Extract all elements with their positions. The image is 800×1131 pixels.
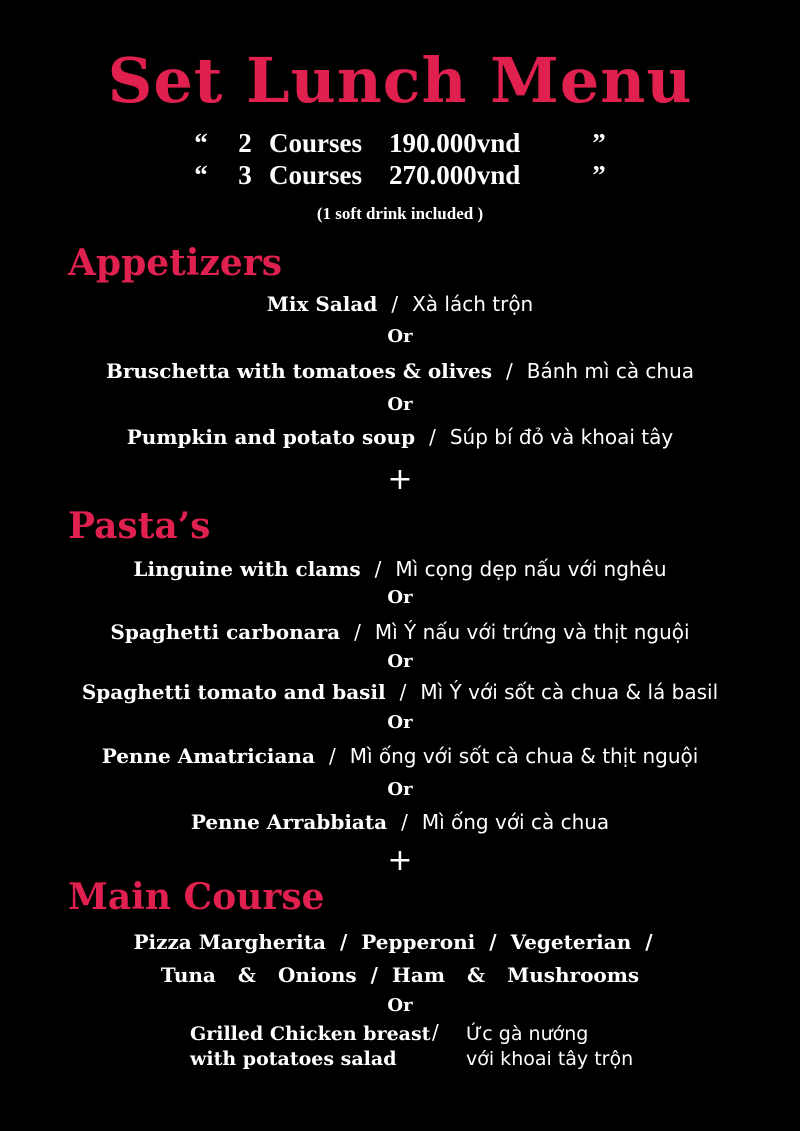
or-divider: Or bbox=[387, 651, 413, 672]
section-heading-main-course: Main Course bbox=[68, 876, 325, 918]
chicken-dish-english: Grilled Chicken breast with potatoes salad bbox=[190, 1023, 431, 1070]
menu-item: Mix Salad / Xà lách trộn bbox=[266, 292, 534, 316]
menu-item: Spaghetti tomato and basil / Mì Ý với sốt cà chua & lá basil bbox=[81, 680, 719, 704]
chicken-separator: / bbox=[432, 1020, 439, 1044]
menu-item: Pumpkin and potato soup / Súp bí đỏ và khoai tây bbox=[126, 425, 674, 449]
chicken-dish-vietnamese: Ức gà nướng với khoai tây trộn bbox=[466, 1023, 634, 1070]
menu-item: Penne Arrabbiata / Mì ống với cà chua bbox=[190, 810, 610, 834]
menu-item: Spaghetti carbonara / Mì Ý nấu với trứng và thịt nguội bbox=[110, 620, 690, 644]
price-three-courses: “ 3 Courses 270.000vnd ” bbox=[194, 160, 606, 190]
drink-note: (1 soft drink included ) bbox=[316, 204, 484, 223]
plus-divider: + bbox=[387, 462, 413, 497]
pizza-options-row-1: Pizza Margherita / Pepperoni / Vegeterian / bbox=[133, 930, 653, 954]
section-heading-pastas: Pasta’s bbox=[68, 505, 211, 547]
or-divider: Or bbox=[387, 712, 413, 733]
or-divider: Or bbox=[387, 326, 413, 347]
pizza-options-row-2: Tuna & Onions / Ham & Mushrooms bbox=[160, 963, 640, 987]
or-divider: Or bbox=[387, 394, 413, 415]
or-divider: Or bbox=[387, 779, 413, 800]
or-divider: Or bbox=[387, 995, 413, 1016]
price-two-courses: “ 2 Courses 190.000vnd ” bbox=[194, 128, 606, 158]
section-heading-appetizers: Appetizers bbox=[68, 242, 283, 284]
plus-divider: + bbox=[387, 843, 413, 878]
menu-title: Set Lunch Menu bbox=[107, 44, 693, 117]
menu-item: Linguine with clams / Mì cọng dẹp nấu với nghêu bbox=[133, 557, 667, 581]
menu-item: Penne Amatriciana / Mì ống với sốt cà chua & thịt nguội bbox=[101, 744, 699, 768]
menu-item: Bruschetta with tomatoes & olives / Bánh mì cà chua bbox=[105, 359, 695, 383]
or-divider: Or bbox=[387, 587, 413, 608]
